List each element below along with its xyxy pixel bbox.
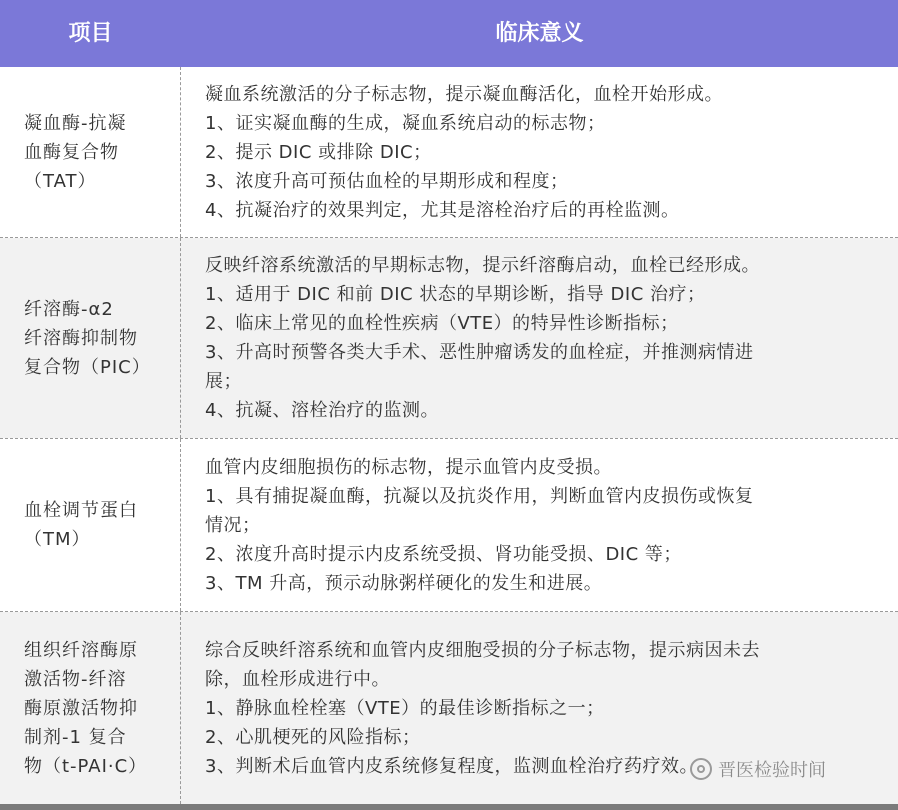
item-name-line: 纤溶酶-α2 (24, 298, 114, 320)
significance-line: 血管内皮细胞损伤的标志物，提示血管内皮受损。 (205, 456, 612, 478)
item-cell (0, 238, 181, 438)
significance-line: 情况； (205, 514, 261, 536)
item-name-line: 激活物-纤溶 (24, 668, 127, 690)
table-row (0, 439, 898, 611)
significance-line: 1、适用于 DIC 和前 DIC 状态的早期诊断，指导 DIC 治疗； (205, 284, 706, 305)
table-header (0, 0, 898, 67)
item-name-line: （TAT） (24, 170, 97, 192)
significance-line: 4、抗凝治疗的效果判定，尤其是溶栓治疗后的再栓监测。 (205, 199, 680, 221)
table-row (0, 238, 898, 438)
significance-cell (181, 67, 898, 237)
item-name-line: 血栓调节蛋白 (24, 500, 138, 521)
table-bottom-border (0, 804, 898, 810)
item-cell (0, 67, 181, 237)
item-name-line: 纤溶酶抑制物 (24, 327, 138, 349)
significance-line: 凝血系统激活的分子标志物，提示凝血酶活化，血栓开始形成。 (205, 83, 723, 105)
significance-line: 2、心肌梗死的风险指标； (205, 726, 421, 748)
significance-cell (181, 238, 898, 438)
significance-line: 除，血栓形成进行中。 (205, 668, 390, 690)
item-name-line: 血酶复合物 (24, 141, 119, 163)
significance-line: 3、判断术后血管内皮系统修复程度，监测血栓治疗药疗效。 (205, 755, 698, 777)
watermark-text: 晋医检验时间 (718, 760, 826, 781)
item-name-line: 组织纤溶酶原 (24, 639, 138, 661)
significance-line: 2、浓度升高时提示内皮系统受损、肾功能受损、DIC 等； (205, 543, 682, 565)
wechat-official-account-icon (690, 758, 712, 780)
significance-line: 展； (205, 371, 242, 392)
table-row (0, 67, 898, 237)
item-name-line: （TM） (24, 529, 91, 550)
item-cell (0, 439, 181, 611)
significance-line: 2、提示 DIC 或排除 DIC； (205, 141, 432, 163)
significance-line: 反映纤溶系统激活的早期标志物，提示纤溶酶启动，血栓已经形成。 (205, 255, 760, 276)
significance-line: 3、浓度升高可预估血栓的早期形成和程度； (205, 170, 569, 192)
item-name-line: 制剂-1 复合 (24, 726, 127, 748)
significance-line: 2、临床上常见的血栓性疾病（VTE）的特异性诊断指标； (205, 313, 679, 334)
item-cell (0, 612, 181, 804)
header-clinical-significance: 临床意义 (495, 21, 584, 46)
significance-line: 1、证实凝血酶的生成，凝血系统启动的标志物； (205, 112, 606, 134)
header-item: 项目 (68, 21, 113, 46)
significance-cell (181, 439, 898, 611)
significance-line: 1、具有捕捉凝血酶，抗凝以及抗炎作用，判断血管内皮损伤或恢复 (205, 485, 754, 507)
item-name-line: 复合物（PIC） (24, 356, 151, 378)
item-name-line: 酶原激活物抑 (24, 697, 138, 719)
item-name-line: 凝血酶-抗凝 (24, 112, 127, 134)
significance-line: 4、抗凝、溶栓治疗的监测。 (205, 400, 439, 421)
significance-line: 3、TM 升高，预示动脉粥样硬化的发生和进展。 (205, 572, 603, 594)
item-name-line: 物（t-PAI·C） (24, 755, 148, 777)
significance-line: 3、升高时预警各类大手术、恶性肿瘤诱发的血栓症，并推测病情进 (205, 342, 754, 363)
significance-line: 1、静脉血栓栓塞（VTE）的最佳诊断指标之一； (205, 697, 605, 719)
significance-line: 综合反映纤溶系统和血管内皮细胞受损的分子标志物，提示病因未去 (205, 639, 760, 661)
watermark (690, 756, 826, 782)
